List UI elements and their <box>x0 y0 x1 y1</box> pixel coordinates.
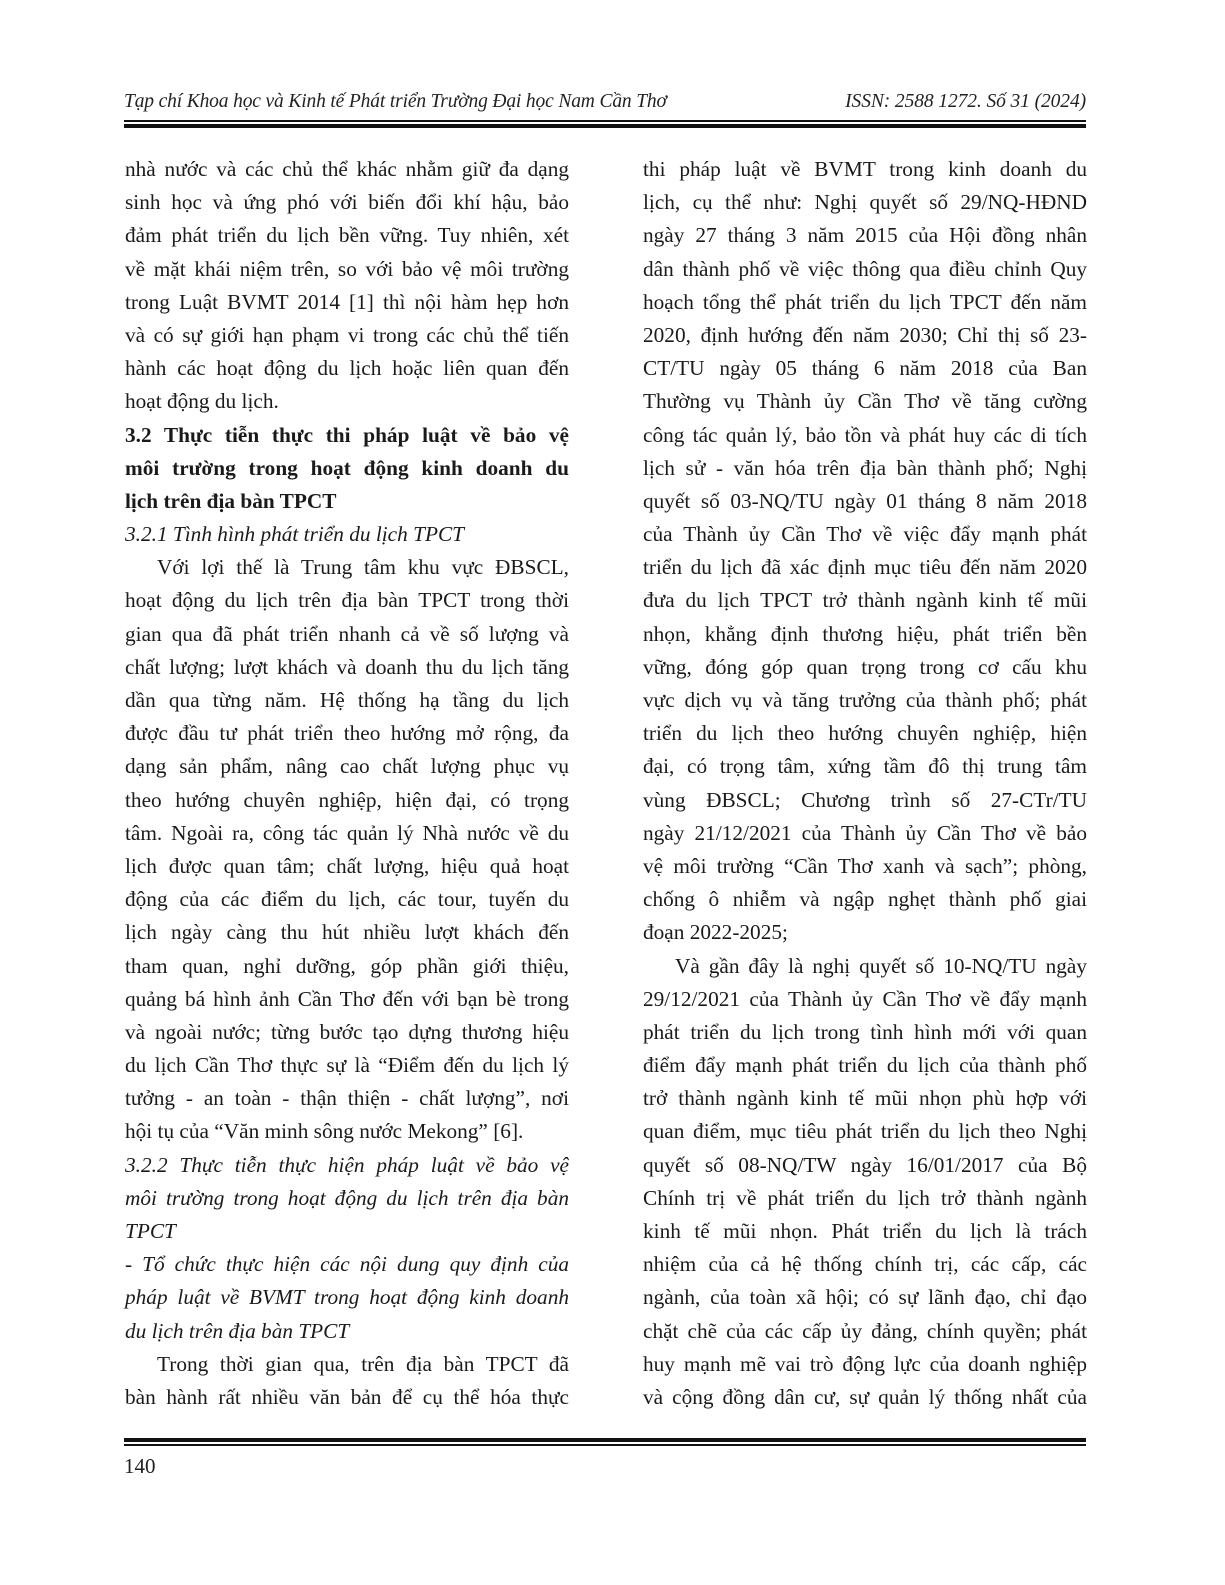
text-line: Thường vụ Thành ủy Cần Thơ về tăng cường <box>643 389 1087 414</box>
text-line: nhà nước và các chủ thể khác nhằm giữ đa dạng <box>125 157 569 181</box>
text-line: nhiệm của cả hệ thống chính trị, các cấp, các <box>643 1252 1087 1277</box>
text-line: tâm. Ngoài ra, công tác quản lý Nhà nước về du <box>125 820 569 845</box>
text-line: Với lợi thế là Trung tâm khu vực ĐBSCL, <box>157 555 569 580</box>
text-line: nhọn, khẳng định thương hiệu, phát triển bền <box>643 621 1087 646</box>
text-line: và có sự giới hạn phạm vi trong các chủ thể tiến <box>125 322 569 347</box>
running-header <box>124 88 1086 118</box>
heading-line: pháp luật về BVMT trong hoạt động kinh doanh <box>125 1285 569 1310</box>
text-line: đoạn 2022-2025; <box>643 920 788 945</box>
text-line: Trong thời gian qua, trên địa bàn TPCT đã <box>157 1351 569 1376</box>
text-line: hoạch tổng thể phát triển du lịch TPCT đến năm <box>643 289 1087 314</box>
text-line: gian qua đã phát triển nhanh cả về số lượng và <box>125 621 569 646</box>
paragraph-regulations-list <box>643 153 1087 950</box>
right-column <box>643 153 1087 1414</box>
paragraph-regulations-intro <box>125 1348 569 1414</box>
text-line: quyết số 08-NQ/TW ngày 16/01/2017 của Bộ <box>643 1152 1087 1177</box>
text-line: quảng bá hình ảnh Cần Thơ đến với bạn bè trong <box>125 986 569 1011</box>
text-line: quan điểm, mục tiêu phát triển du lịch theo Nghị <box>643 1119 1087 1144</box>
text-line: đảm phát triển du lịch bền vững. Tuy nhiên, xét <box>125 223 569 248</box>
text-line: hành các hoạt động du lịch hoặc liên quan đến <box>125 356 569 381</box>
text-line: CT/TU ngày 05 tháng 6 năm 2018 của Ban <box>643 356 1087 381</box>
heading-line: - Tổ chức thực hiện các nội dung quy định của <box>125 1252 569 1277</box>
text-line: lịch, cụ thể như: Nghị quyết số 29/NQ-HĐND <box>643 190 1087 215</box>
header-rule-thick <box>124 124 1086 128</box>
text-line: đại, có trọng tâm, xứng tầm đô thị trung tâm <box>643 754 1087 779</box>
text-line: và cộng đồng dân cư, sự quản lý thống nhất của <box>643 1384 1087 1409</box>
text-line: hoạt động du lịch. <box>125 389 279 414</box>
text-line: bàn hành rất nhiều văn bản để cụ thể hóa thực <box>125 1384 569 1409</box>
text-line: của Thành ủy Cần Thơ về việc đẩy mạnh phát <box>643 522 1087 547</box>
text-line: 29/12/2021 của Thành ủy Cần Thơ về đẩy mạnh <box>643 986 1087 1011</box>
text-line: triển du lịch theo hướng chuyên nghiệp, hiện <box>643 721 1087 746</box>
text-line: ngày 21/12/2021 của Thành ủy Cần Thơ về bảo <box>643 820 1087 845</box>
text-line: đưa du lịch TPCT trở thành ngành kinh tế mũi <box>643 588 1087 613</box>
text-line: hoạt động du lịch trên địa bàn TPCT trong thời <box>125 588 569 613</box>
footer-rule-thick <box>124 1438 1086 1442</box>
heading-line: TPCT <box>125 1219 176 1243</box>
text-line: được đầu tư phát triển theo hướng mở rộng, đa <box>125 721 569 746</box>
text-line: động của các điểm du lịch, các tour, tuyến du <box>125 887 569 912</box>
text-line: về mặt khái niệm trên, so với bảo vệ môi trường <box>125 256 569 281</box>
text-line: dạng sản phẩm, nâng cao chất lượng phục vụ <box>125 754 569 779</box>
heading-line: môi trường trong hoạt động kinh doanh du <box>125 455 569 480</box>
text-line: phát triển du lịch trong tình hình mới với quan <box>643 1019 1087 1044</box>
text-line: Chính trị về phát triển du lịch trở thành ngành <box>643 1185 1087 1210</box>
text-line: 2020, định hướng đến năm 2030; Chỉ thị số 23- <box>643 322 1087 347</box>
text-line: vệ môi trường “Cần Thơ xanh và sạch”; phòng, <box>643 853 1087 878</box>
journal-title: Tạp chí Khoa học và Kinh tế Phát triển Trường Đại học Nam Cần Thơ <box>124 91 667 112</box>
text-line: triển du lịch đã xác định mục tiêu đến năm 2020 <box>643 555 1087 580</box>
text-line: hội tụ của “Văn minh sông nước Mekong” [6]. <box>125 1119 524 1144</box>
text-line: kinh tế mũi nhọn. Phát triển du lịch là trách <box>643 1219 1087 1243</box>
text-line: lịch sử - văn hóa trên địa bàn thành phố; Nghị <box>643 455 1087 480</box>
heading-line: 3.2.2 Thực tiễn thực hiện pháp luật về bảo vệ <box>125 1152 569 1177</box>
text-line: vực dịch vụ và tăng trưởng của thành phố; phát <box>643 688 1087 712</box>
text-line: lịch ngày càng thu hút nhiều lượt khách đến <box>125 920 569 945</box>
text-line: ngành, của toàn xã hội; có sự lãnh đạo, chỉ đạo <box>643 1285 1087 1310</box>
text-line: tưởng - an toàn - thận thiện - chất lượng”, nơi <box>125 1086 569 1111</box>
text-line: theo hướng chuyên nghiệp, hiện đại, có trọng <box>125 787 569 812</box>
subsection-heading-3-2-1: 3.2.1 Tình hình phát triển du lịch TPCT <box>125 522 465 547</box>
italic-subheading-implementation <box>125 1248 569 1348</box>
text-line: trở thành ngành kinh tế mũi nhọn phù hợp với <box>643 1086 1087 1111</box>
header-rule-thin <box>124 120 1086 122</box>
text-line: lịch được quan tâm; chất lượng, hiệu quả hoạt <box>125 853 569 878</box>
text-line: và ngoài nước; từng bước tạo dựng thương hiệu <box>125 1019 569 1044</box>
text-line: quyết số 03-NQ/TU ngày 01 tháng 8 năm 2018 <box>643 488 1087 513</box>
text-line: Và gần đây là nghị quyết số 10-NQ/TU ngày <box>675 953 1087 978</box>
text-line: chống ô nhiễm và ngập nghẹt thành phố giai <box>643 887 1087 912</box>
paragraph-tourism-development <box>125 551 569 1148</box>
subsection-heading-3-2-2 <box>125 1149 569 1249</box>
text-line: du lịch Cần Thơ thực sự là “Điểm đến du lịch lý <box>125 1053 569 1078</box>
text-line: huy mạnh mẽ vai trò động lực của doanh nghiệp <box>643 1351 1087 1376</box>
text-line: vùng ĐBSCL; Chương trình số 27-CTr/TU <box>643 787 1087 812</box>
text-line: tham quan, nghỉ dưỡng, góp phần giới thiệu, <box>125 953 569 978</box>
page-number: 140 <box>124 1454 156 1478</box>
footer-rule-thin <box>124 1444 1086 1446</box>
heading-line: lịch trên địa bàn TPCT <box>125 488 337 513</box>
text-line: chặt chẽ của các cấp ủy đảng, chính quyền; phát <box>643 1318 1087 1343</box>
text-line: chất lượng; lượt khách và doanh thu du lịch tăng <box>125 654 569 679</box>
left-column <box>125 153 569 1414</box>
heading-line: 3.2 Thực tiễn thực thi pháp luật về bảo vệ <box>125 422 569 447</box>
paragraph-concept-scope <box>125 153 569 419</box>
text-line: trong Luật BVMT 2014 [1] thì nội hàm hẹp hơn <box>125 289 569 314</box>
section-heading-3-2 <box>125 419 569 519</box>
issn-issue: ISSN: 2588 1272. Số 31 (2024) <box>845 91 1086 112</box>
heading-line: môi trường trong hoạt động du lịch trên địa bàn <box>125 1185 569 1210</box>
text-line: dân thành phố về việc thông qua điều chỉnh Quy <box>643 256 1087 281</box>
text-line: vững, đóng góp quan trọng trong cơ cấu khu <box>643 654 1087 679</box>
paragraph-resolution-10 <box>643 950 1087 1415</box>
text-line: sinh học và ứng phó với biến đổi khí hậu, bảo <box>125 190 569 215</box>
text-line: dần qua từng năm. Hệ thống hạ tầng du lịch <box>125 688 569 712</box>
text-line: thi pháp luật về BVMT trong kinh doanh du <box>643 157 1087 181</box>
heading-line: du lịch trên địa bàn TPCT <box>125 1318 350 1343</box>
text-line: ngày 27 tháng 3 năm 2015 của Hội đồng nhân <box>643 223 1087 248</box>
text-line: điểm đẩy mạnh phát triển du lịch của thành phố <box>643 1053 1087 1078</box>
text-line: công tác quản lý, bảo tồn và phát huy các di tích <box>643 422 1087 447</box>
